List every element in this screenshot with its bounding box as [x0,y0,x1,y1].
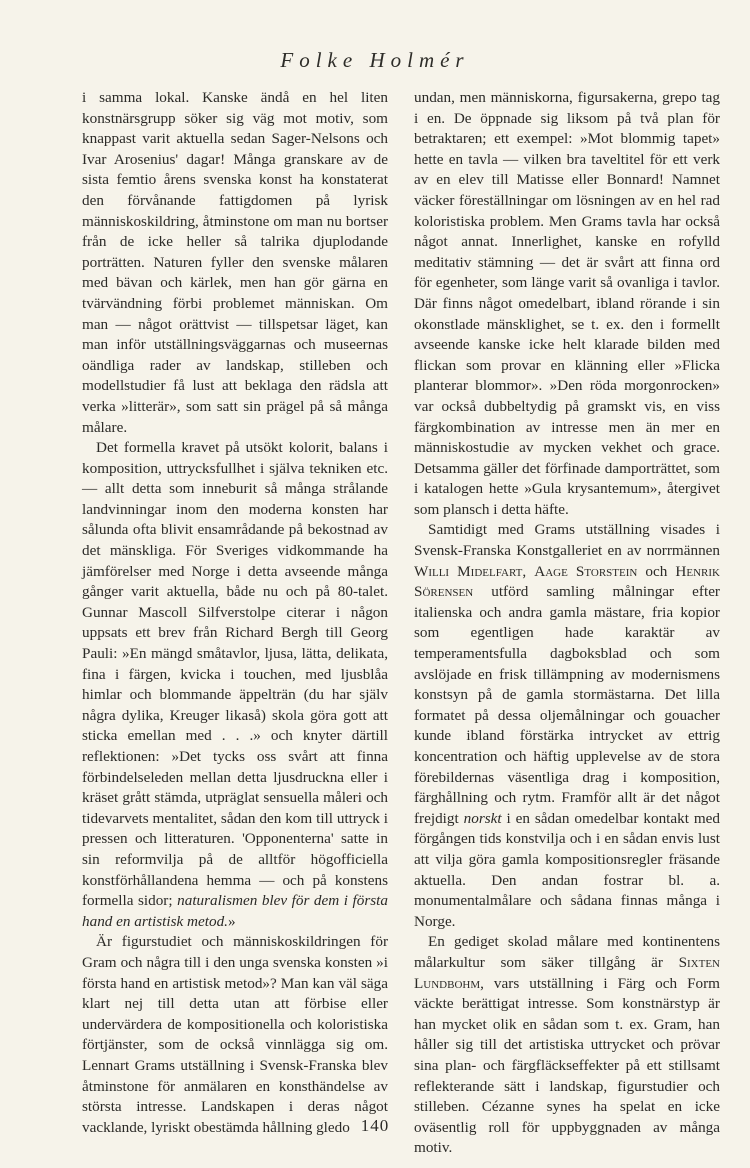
artist-name: Sixten Lundbohm [414,953,720,992]
artist-name: Willi Midelfart [414,562,523,580]
running-header: Folke Holmér [280,48,470,72]
left-column [82,88,388,1138]
paragraph [414,520,720,932]
paragraph-text: , [522,562,535,580]
quote-mark: » [227,912,236,930]
paragraph-text: och [637,562,676,580]
paragraph-text: Samtidigt med Grams utställning visades i Svensk-Franska Konstgalleriet en av norrmännen [414,521,720,560]
paragraph-text: En gediget skolad målare med kontinentens målarkultur som säker tillgång är [414,933,720,971]
paragraph: undan, men människorna, figursakerna, grepo tag i en. De öppnade sig liksom på två plan för betraktaren; ett exempel: »Mot blommig tapet» hette en tavla — vilken bra taveltitel för ett verk av en elev till Matisse eller Bonnard! Namnet väcker föreställningar om lösningen av en hel rad koloristiska problem. Men Grams tavla har också något annat. Innerlighet, kanske en rofylld meditativ stämning — det är svårt att finna ord för egenheter, som länge varit så ovanliga i tavlor. Där finns något omedelbart, ibland rörande i sin okonstlade mänsklighet, se t. ex. den i formellt avseende kanske icke helt klarade bilden med flickan som provar en klänning eller »Flicka planterar blommor». »Den röda morgonrocken» var också dubbeltydig på gramskt vis, en viss färgkombination av intresse men än mer en människostudie av mycken vekhet och grace. Detsamma gäller det förfinade damporträttet, som i katalogen hette »Gula krysantemum», återgivet som plansch i detta häfte. [414,89,720,518]
artist-name: Henrik Sörensen [414,562,720,601]
paragraph: i samma lokal. Kanske ändå en hel liten konstnärsgrupp söker sig väg mot motiv, som knappast varit aktuella sedan Sager-Nelsons och Ivar Arosenius' dagar! Många granskare av de sista femtio årens svenska konst ha konstaterat den förvånande fattigdomen på lyrisk människoskildring, åtminstone om man nu bortser från de icke heller så talrika djuplodande porträtten. Naturen fyller den svenske målaren med bävan och kärlek, men han gör gärna en tvärvändning förbi problemet människan. Om man — något orättvist — tillspetsar läget, kan man inför utställningsväggarnas och museernas oändliga rader av landskap, stilleben och modellstudier få lust att beklaga den rädsla att verka »litterär», som satt sin prägel på så många målare. [82,89,388,436]
paragraph-text: Det formella kravet på utsökt kolorit, balans i komposition, uttrycksfullhet i själva tekniken etc. — allt detta som inneburit så många strålande landvinningar inom den moderna konsten har sålunda ofta blivit ensamrådande på bekostnad av det mänskliga. För Sveriges vidkommande ha jämförelser med Norge i detta avseende många gånger varit aktuella, både nu och på 80-talet. Gunnar Mascoll Silfverstolpe citerar i någon uppsats ett brev från Richard Bergh till Georg Pauli: »En mängd småtavlor, ljusa, lätta, delikata, fina i färgen, kvicka i touchen, med ljusblåa himlar och blommande äppelträn (du har själv några dylika, Kreuger likaså) skola göra gott att sticka emellan med . . .» och knyter därtill reflektionen: »Det tycks oss svårt att finna förbindelseleden mellan detta ljusdruckna eller i kräset grått stämda, utpräglat sensuella måleri och tidevarvets mentalitet, sådan den kom till uttryck i pressen och litteraturen. 'Opponenterna' satte in sin reformvilja på de alltför högofficiella konstförhållandena hemma — och på konstens formella sidor; [82,439,388,910]
paragraph-text: utförd samling målningar efter italienska och andra gamla mästare, fria kopior som egentligen hade karaktär av temperamentsfulla dagboksblad och som avslöjade en frisk tillämpning av modernismens konstsyn på de gamla stormästarna. Det lilla formatet på dessa oljemålningar och gouacher kunde ibland förstärka intrycket av ettrig koncentration och häftig upplevelse av de stora förebildernas väsentliga drag i komposition, färghållning och rytm. Framför allt är det något frejdigt [414,583,720,827]
right-column [414,88,720,1159]
page-number: 140 [360,1116,390,1135]
paragraph-text: , vars utställning i Färg och Form väckte berättigat intresse. Som konstnärstyp är han mycket olik en sådan som t. ex. Gram, han håller sig till det artistiska uttrycket och prövar sina plan- och färgfläckseffekter på ett stillsamt reflekterande sätt i landskap, figurstudier och stilleben. Cézanne synes ha spelat en icke oväsentlig roll för uppbyggnaden av många motiv. [414,974,720,1157]
paragraph: Är figurstudiet och människoskildringen för Gram och några till i den unga svenska konsten »i första hand en artistisk metod»? Man kan väl säga klart nej till detta utan att förbise eller undervärdera de kompositionella och koloristiska förtjänster, som de också vinnlägga sig om. Lennart Grams utställning i Svensk-Franska blev åtminstone för anmälaren en konsthändelse av största intresse. Landskapen i deras något vacklande, lyriskt obestämda hållning gledo [82,933,388,1136]
italic-word: norskt [463,809,502,827]
paragraph [82,438,388,932]
paragraph-text: i en sådan omedelbar kontakt med förgången tids konstvilja och i en sådan envis lust att vilja göra gamla kompositionsregler fräsande aktuella. Den andan fostrar bl. a. monumentalmålare och sådana finnas många i Norge. [414,809,721,930]
italic-quote: naturalismen blev för dem i första hand en artistisk metod. [82,892,388,930]
artist-name: Aage Storstein [534,562,638,580]
